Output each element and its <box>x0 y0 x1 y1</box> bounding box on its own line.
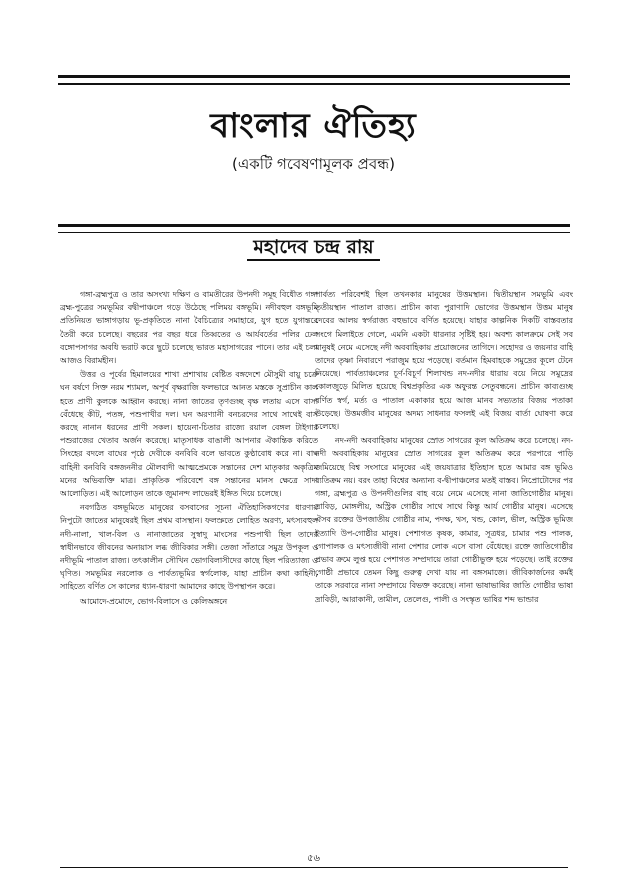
author-name-text: মহাদেব চন্দ্র রায় <box>247 236 379 261</box>
left-paragraph-1: গঙ্গা-ব্রহ্মপুত্র ও তার অসংখ্য দক্ষিণ ও বামতীরের উপনদী সমূহ বিধৌত গঙ্গা ব্রহ্ম-পুত্রের সমভূমির বদ্বীপাঞ্চলে গড়ে উঠেছে পলিময় বঙ্গভূমি। নদীবহুল বঙ্গভূমি প্রতিনিয়ত ভাঙ্গাগড়ায় ভূ-প্রকৃতিতে নানা বৈচিত্র্যের সমাহারে, যুগ হতে যুগান্তরে তৈরী করে চলেছে। বছরের পর বছর ধরে তিব্বতের ও আর্যবর্তের পলির ঢেল বঙ্গোপসাগর অবধি ভরাট করে ছুটে চলেছে ভারত মহাসাগরের পানে। তার এই চলা আজও বিরামহীন। <box>60 290 318 366</box>
left-text-column <box>60 288 318 848</box>
left-paragraph-4: আমোদে-প্রমোদে, ভোগ-বিলাসে ও কেলিঅঙ্গনে <box>80 596 228 606</box>
top-rule-thick <box>58 75 570 78</box>
right-paragraph-2: নদ-নদী অববাহিকায় মানুষের স্রোত সাগরের কূল অতিক্রম করে চলেছে। নদ-নদী অববাহিকায় মানুষের স্রোত সাগরের কূল অতিক্রম করে পরপারে পাড়ি জমিয়েছে বিশ্ব সংসারে মানুষের এই জয়যাত্রার ইতিহাস হতে আমার বঙ্গ ভূমিও ব্যতিক্রম নয়। বরং তাহা বিশ্বের অন্যান্য ব-দ্বীপাঞ্চলের মতই বাস্তব। নিপ্রোটোদের পর গঙ্গা, ব্রহ্মপুত্র ও উপনদীগুলির বাহ বয়ে নেমে এসেছে নানা জাতিগোষ্ঠীর মানুষ। দ্রাবিড়, মোঙ্গলীয়, অস্ট্রিক গোষ্ঠীর সাথে সাথে কিন্তু আর্য গোষ্ঠীর মানুষ। এসেছে ঐসব রক্তের উপজাতীয় গোষ্ঠীর নাম, পদক্ষ, খস, খন্ড, কোল, ভীল, অস্ট্রিক ভূমিজ ইত্যাদি উপ-গোষ্ঠীর মানুষ। পেশাগত কৃষক, কামার, সূত্রধর, চামার পশু পালক, গোপালক ও মৎস্যজীবী নানা পেশার লোক এসে বাসা বেঁধেছে। রক্তে জাতিগোষ্ঠীর প্রভাব ক্রমে লুপ্ত হয়ে পেশাগত সম্প্রদায়ে তারা গোষ্ঠীভুক্ত হয়ে পড়েছে। তাই রক্তের গোষ্ঠী প্রভাবে তেমন কিছু গুরুত্ব দেখা যায় না বঙ্গসমাজে। জীবিকাৰ্জনের কৰ্মই তাকে সরবারে নানা সম্প্রদায়ে বিভক্ত করেছে। নানা ভাষাভাষির জাতি গোষ্ঠীর ভাষা দ্রাবিড়ী, আরাকানী, তামীল, তেলেগু, পালী ও সংস্কৃত ভাষির শব্দ ভান্ডার <box>315 436 573 604</box>
article-title: বাংলার ঐতিহ্য <box>210 106 417 146</box>
right-paragraph-1: পার্বত্য পরিবেশই ছিল তখনকার মানুষের উত্তমস্থান। দ্বিতীয়স্থান সমভূমি এবং তৃতীয়স্থান পাতাল রাজ্য। প্রাচীন কাব্য পুরাণাদি ভোগের উত্তমস্থান উত্তম মানুষ দেবের আলয় স্বর্গরাজ্য বহুভাবে বর্ণিত হয়েছে। যাহার কাল্পনিক দিকটি বাস্তবতার সংগে মিলাইতে গেলে, এমনি একটা ধারনার সৃষ্টিই হয়। অবশ্য কালক্রমে সেই সব মানুষই নেমে এসেছে নদী অববাহিকায় প্রয়োজনের তাগিদে। সহোদর ও জয়নার বাহি তাদের তৃষ্ণা নিবারণে পরাজুম হয়ে পড়েছে। বর্তমান হিমবাহকে সমুদ্রের কূলে টেনে নিয়েছে। পার্বত্যাঞ্চলের চূর্ণ-বিচূর্ণ শিলাখন্ড নদ-নদীর ধারায় বয়ে নিয়ে সমুদ্রের কোলজুড়ে মিলিত হয়েছে বিশ্বপ্রকৃতির এক অফুরন্ত সেতুবন্ধনে। প্রাচীন কাব্যগুচ্ছ বর্ণিত স্বর্গ, মর্ত্য ও পাতাল একাকার হয়ে আজ মানব সভ্যতার বিজয় পতাকা উড়েছে। উত্তমজীব মানুষের অদম্য সাধনার ফসলই এই বিজয় বার্তা ঘোষণা করে চলেছে। <box>315 290 573 432</box>
right-text-column <box>315 288 573 848</box>
article-subtitle: (একটি গবেষণামূলক প্রবন্ধ) <box>232 155 395 173</box>
page-number: ৫৬ <box>307 853 320 864</box>
top-rule-thin <box>58 83 570 85</box>
left-paragraph-3: নবগঠিত বঙ্গভূমিতে মানুষের বসবাসের সূচনা ঐতিহাসিকগণের ধারণায় নিপুটো জাতের মানুষেরই ছিল প্রথম বাসস্থান। ফলস্রুতে লোহিত অরণ্য, মৎস্যবহুল নদী-নালা, খাল-বিল ও নানাজাতের সুস্বাদু মাংসের পশুপাখী ছিল তাদের স্বাধীনভাবে জীবনের অনায়াস লব্ধ জীবিকার সঙ্গী। তেজা সাঁতারে সমুদ্র উপকূল ও নদীভূমি পাতাল রাজ্য। তৎকালীন সৌখিন ভোগবিলাসীদের কাছে ছিল পরিত্যাজ্য ও ঘৃণিত। সমভূমির নরলোক ও পার্বত্যভূমির স্বর্গলোক, যাহা প্রাচীন কথা কাহিনী, সাহিত্যে বর্ণিত সে কালের ধ্যান-ধারণা আমাদের কাছে উপস্থাপন করে। <box>60 503 318 592</box>
middle-rule-thick <box>58 224 570 227</box>
author-name <box>0 233 627 265</box>
bottom-rule <box>60 867 568 868</box>
left-paragraph-2: উত্তর ও পূর্বের হিমালয়ের শাখা প্রশাখায় বেষ্টিত বঙ্গদেশে মৌসুমী বায়ু চক্রে ঘন বর্ষণে সিক্ত নরম শ্যামল, অপূর্ব বৃক্ষরাজি ফলভারে আনত মস্তকে সুপ্রাচীন কাল হতে প্রাণী কুলকে আহ্বান করছে। নানা জাতের তৃণগুচ্ছ বৃক্ষ লতায় এসে বাসা বেঁধেছে কীট, পতঙ্গ, পশুপাখীর দল। ঘন অরণ্যানী বনচরদের সাথে সাথেই বাস করছে নানান ধরনের প্রাণী সকল। হায়েনা-চিতার রাজ্যে রয়াল বেঙ্গল টাইগার পশুরাজের খেতাব অর্জন করেছে। মাতৃসাধক বাঙালী আপনার ঐকান্তিক করিতে সিংহের বদলে বাঘের পৃষ্ঠে দেবীকে বনবিবি বলে ভাবতে কুণ্ঠাবোধ করে না। বাঘ বাহিনী বনবিবি বঙ্গজননীর মৌলবাদী আত্মপ্রেমকে সন্তানের দেশ মাতৃকার অকৃত্রিম মনের অভিব্যক্তি মাত্র। প্রাকৃতিক পরিবেশে বঙ্গ সন্তানের মানস ক্ষেত্রে সাদা আলোড়িত। এই আলোড়ন তাকে জুমানন্দ লাভেরই ইঙ্গিত দিয়ে চলেছে। <box>60 370 318 499</box>
